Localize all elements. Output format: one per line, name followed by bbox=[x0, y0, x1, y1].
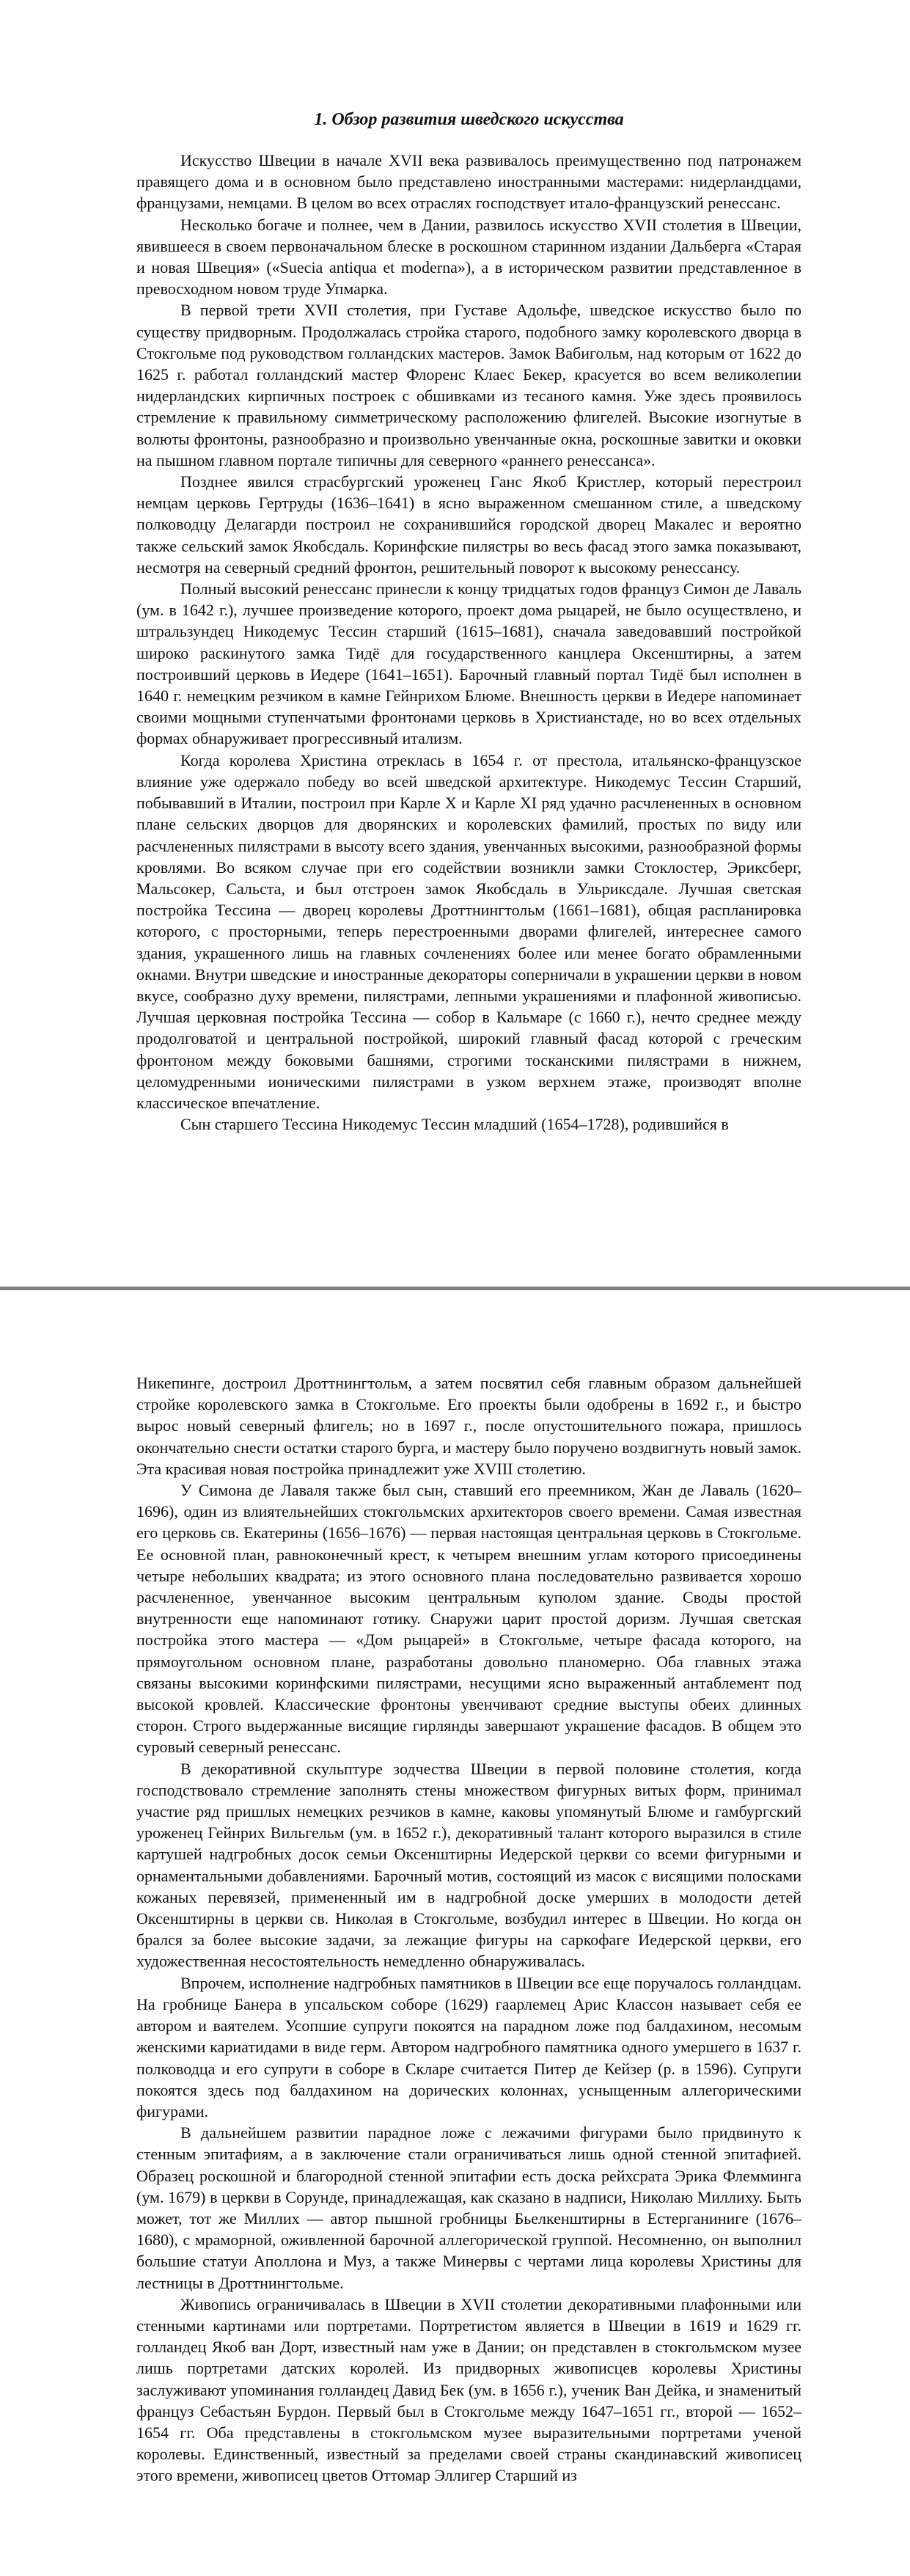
paragraph: Сын старшего Тессина Никодемус Тессин младший (1654–1728), родившийся в bbox=[180, 1115, 729, 1134]
paragraph: Живопись ограничивалась в Швеции в XVII столетии декоративными плафонными или стенными картинами или портретами. Портретистом является в Швеции в 1619 и 1629 гг. голландец Якоб ван Дорт, известный нам уже в Дании; он представлен в стокгольмском музее лишь портретами датских королей. Из придворных живописцев королевы Христины заслуживают упоминания голландец Давид Бек (ум. в 1656 г.), ученик Ван Дейка, и знаменитый француз Себастьян Бурдон. Первый был в Стокгольме между 1647–1651 гг., второй — 1652–1654 гг. Оба представлены в стокгольмском музее выразительными портретами ученой королевы. Единственный, известный за пределами своей страны скандинавский живописец этого времени, живописец цветов Оттомар Эллигер Старший из bbox=[136, 2294, 801, 2485]
page-2 bbox=[0, 1290, 910, 2576]
paragraph: В декоративной скульптуре зодчества Швеции в первой половине столетия, когда господствовало стремление заполнять стены множеством фигурных витых форм, принимал участие ряд пришлых немецких резчиков в камне, каковы упомянутый Блюме и гамбургский уроженец Гейнрих Вильгельм (ум. в 1652 г.), декоративный талант которого выразился в стиле картушей надгробных досок семьи Оксенштирны Иедерской церкви со всеми фигурными и орнаментальными добавлениями. Барочный мотив, состоящий из масок с висящими полосками кожаных перевязей, примененный им в надгробной доске умерших в молодости детей Оксенштирны в церкви св. Николая в Стокгольме, возбудил интерес в Швеции. Но когда он брался за более высокие задачи, за лежащие фигуры на саркофаге Иедерской церкви, его художественная несостоятельность немедленно обнаруживалась. bbox=[136, 1759, 801, 1971]
paragraph: У Симона де Лаваля также был сын, ставший его преемником, Жан де Лаваль (1620–1696), один из влиятельнейших стокгольмских архитекторов своего времени. Самая известная его церковь св. Екатерины (1656–1676) — первая настоящая центральная церковь в Стокгольме. Ее основной план, равноконечный крест, к четырем внешним углам которого присоединены четыре небольших квадрата; из этого основного плана последовательно развивается хорошо расчлененное, увенчанное высоким центральным куполом здание. Своды простой внутренности еще напоминают готику. Снаружи царит простой доризм. Лучшая светская постройка этого мастера — «Дом рыцарей» в Стокгольме, четыре фасада которого, на прямоугольном основном плане, разработаны довольно планомерно. Оба главных этажа связаны высокими коринфскими пилястрами, несущими ясно выраженный антаблемент под высокой кровлей. Классические фронтоны увенчивают средние выступы обеих длинных сторон. Строго выдержанные висящие гирлянды завершают украшение фасадов. В общем это суровый северный ренессанс. bbox=[136, 1481, 801, 1757]
paragraph: Полный высокий ренессанс принесли к концу тридцатых годов француз Симон де Лаваль (ум. в 1642 г.), лучшее произведение которого, проект дома рыцарей, не было осуществлено, и штральзундец Никодемус Тессин старший (1615–1681), сначала заведовавший постройкой широко раскинутого замка Тидё для государственного канцлера Оксенштирны, а затем построивший церковь в Иедере (1641–1651). Барочный главный портал Тидё был исполнен в 1640 г. немецким резчиком в камне Гейнрихом Блюме. Внешность церкви в Иедере напоминает своими мощными ступенчатыми фронтонами церковь в Христианстаде, но во всех отдельных формах обнаруживает прогрессивный итализм. bbox=[136, 579, 801, 748]
paragraph: Когда королева Христина отреклась в 1654 г. от престола, итальянско-французское влияние уже одержало победу во всей шведской архитектуре. Никодемус Тессин Старший, побывавший в Италии, построил при Карле X и Карле XI ряд удачно расчлененных в основном плане сельских дворцов для дворянских и королевских фамилий, простых по виду или расчлененных пилястрами в высоту всего здания, увенчанных высокими, разнообразной формы кровлями. Во всяком случае при его содействии возникли замки Стоклостер, Эриксберг, Мальсокер, Сальста, и был отстроен замок Якобсдаль в Ульриксдале. Лучшая светская постройка Тессина — дворец королевы Дроттнингтольм (1661–1681), общая распланировка которого, с просторными, теперь перестроенными дворами флигелей, интереснее самого здания, украшенного лишь на главных сочленениях более или менее богато обрамленными окнами. Внутри шведские и иностранные декораторы соперничали в украшении церкви в новом вкусе, сообразно духу времени, пилястрами, лепными украшениями и плафонной живописью. Лучшая церковная постройка Тессина — собор в Кальмаре (с 1660 г.), нечто среднее между продолговатой и центральной постройкой, широкий главный фасад которой с греческим фронтоном между боковыми башнями, строгими тосканскими пилястрами в нижнем, целомудренными ионическими пилястрами в узком верхнем этаже, производят вполне классическое впечатление. bbox=[136, 750, 801, 1112]
paragraph: Никепинге, достроил Дроттнингтольм, а затем посвятил себя главным образом дальнейшей стройке королевского замка в Стокгольме. Его проекты были одобрены в 1692 г., и быстро вырос новый северный флигель; но в 1697 г., после опустошительного пожара, пришлось окончательно снести остатки старого бурга, и мастеру было поручено воздвигнуть новый замок. Эта красивая новая постройка принадлежит уже XVIII столетию. bbox=[136, 1374, 801, 1478]
paragraph: Несколько богаче и полнее, чем в Дании, развилось искусство XVII столетия в Швеции, явившееся в своем первоначальном блеске в роскошном старинном издании Дальберга «Старая и новая Швеция» («Suecia antiqua et moderna»), а в историческом развитии представленное в превосходном новом труде Упмарка. bbox=[136, 215, 801, 299]
paragraph: Позднее явился страсбургский уроженец Ганс Якоб Кристлер, который перестроил немцам церковь Гертруды (1636–1641) в ясно выраженном смешанном стиле, а шведскому полководцу Делагарди построил не сохранившийся городской дворец Макалес и вероятно также сельский замок Якобсдаль. Коринфские пилястры во весь фасад этого замка показывают, несмотря на северный средний фронтон, решительный поворот к высокому ренессансу. bbox=[136, 472, 801, 577]
paragraph: В дальнейшем развитии парадное ложе с лежачими фигурами было придвинуто к стенным эпитафиям, а в заключение стали ограничиваться лишь одной стенной эпитафией. Образец роскошной и благородной стенной эпитафии есть доска рейхсрата Эрика Флемминга (ум. 1679) в церкви в Сорунде, принадлежащая, как сказано в надписи, Николаю Миллиху. Быть может, тот же Миллих — автор пышной гробницы Бьелкенштирны в Естерганиниге (1676–1680), с мраморной, оживленной барочной аллегорической группой. Несомненно, он выполнил большие статуи Аполлона и Муз, а также Минервы с чертами лица королевы Христины для лестницы в Дроттнингтольме. bbox=[136, 2123, 801, 2292]
paragraph: Впрочем, исполнение надгробных памятников в Швеции все еще поручалось голландцам. На гробнице Банера в упсальском соборе (1629) гаарлемец Арис Классон называет себя ее автором и ваятелем. Усопшие супруги покоятся на парадном ложе под балдахином, несомым женскими кариатидами в виде герм. Автором надгробного памятника одного умершего в 1637 г. полководца и его супруги в соборе в Скларе считается Питер де Кейзер (р. в 1596). Супруги покоятся здесь под балдахином на дорических колоннах, усныщенным аллегорическими фигурами. bbox=[136, 1973, 801, 2121]
paragraph: Искусство Швеции в начале XVII века развивалось преимущественно под патронажем правящего дома и в основном было представлено иностранными мастерами: нидерландцами, французами, немцами. В целом во всех отраслях господствует итало-французский ренессанс. bbox=[136, 151, 801, 213]
paragraph: В первой трети XVII столетия, при Густаве Адольфе, шведское искусство было по существу придворным. Продолжалась стройка старого, подобного замку королевского дворца в Стокгольме под руководством голландских мастеров. Замок Вабигольм, над которым от 1622 до 1625 г. работал голландский мастер Флоренс Клаес Бекер, красуется во всем великолепии нидерландских кирпичных построек с обшивками из тесаного камня. Уже здесь проявилось стремление к правильному симметрическому расположению флигелей. Высокие изогнутые в волюты фронтоны, разнообразно и произвольно увенчанные окна, роскошные завитки и оковки на пышном главном портале типичны для северного «раннего ренессанса». bbox=[136, 301, 801, 469]
section-heading: 1. Обзор развития шведского искусства bbox=[314, 110, 624, 129]
page-1 bbox=[0, 0, 910, 1287]
